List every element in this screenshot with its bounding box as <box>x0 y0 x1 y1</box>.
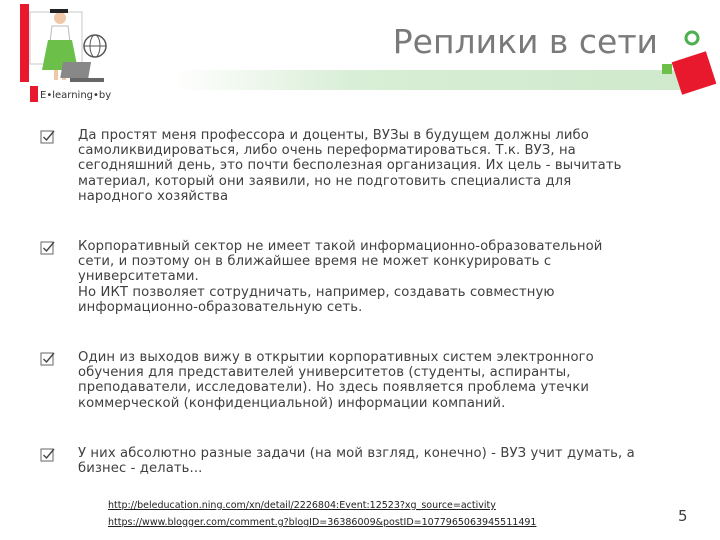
slide-title: Реплики в сети <box>392 22 658 61</box>
list-item-text: Один из выходов вижу в открытии корпоративных систем электронного обучения для представителей университетов (студенты, аспиранты, преподаватели, исследователи). Но здесь появляется проблема утечки коммерческой (конфиденциальной) информации компаний. <box>78 350 594 411</box>
elearning-logo <box>0 0 120 110</box>
list-item-text: У них абсолютно разные задачи (на мой взгляд, конечно) - ВУЗ учит думать, а бизнес - делать... <box>78 446 635 477</box>
list-item-text: Корпоративный сектор не имеет такой информационно-образовательной сети, и поэтому он в ближайшее время не может конкурировать с университетами. Но ИКТ позволяет сотрудничать, например, создавать совместную информационно-образовательную сеть. <box>78 239 603 315</box>
source-link-1[interactable]: http://beleducation.ning.com/xn/detail/2226804:Event:12523?xg_source=activity <box>108 500 496 511</box>
title-band <box>175 70 687 90</box>
list-item <box>40 350 594 411</box>
source-link-2[interactable]: https://www.blogger.com/comment.g?blogID=36386009&postID=1077965063945511491 <box>108 517 537 528</box>
teacher-illustration-icon <box>0 0 120 110</box>
checkbox-checked-icon <box>40 447 56 463</box>
checkbox-checked-icon <box>40 240 56 256</box>
list-item <box>40 128 622 204</box>
list-item <box>40 446 635 476</box>
page-number: 5 <box>678 507 688 525</box>
list-item <box>40 239 602 315</box>
checkbox-checked-icon <box>40 351 56 367</box>
source-links <box>108 497 536 531</box>
checkbox-checked-icon <box>40 129 56 145</box>
logo-text: E•learning•by <box>40 90 112 101</box>
list-item-text: Да простят меня профессора и доценты, ВУЗы в будущем должны либо самоликвидироваться, либо очень переформатироваться. Т.к. ВУЗ, на сегодняшний день, это почти бесполезная организация. Их цель - вычитать материал, который они заявили, но не подготовить специалиста для народного хозяйства <box>78 128 622 204</box>
decorative-shapes-icon <box>648 18 720 108</box>
